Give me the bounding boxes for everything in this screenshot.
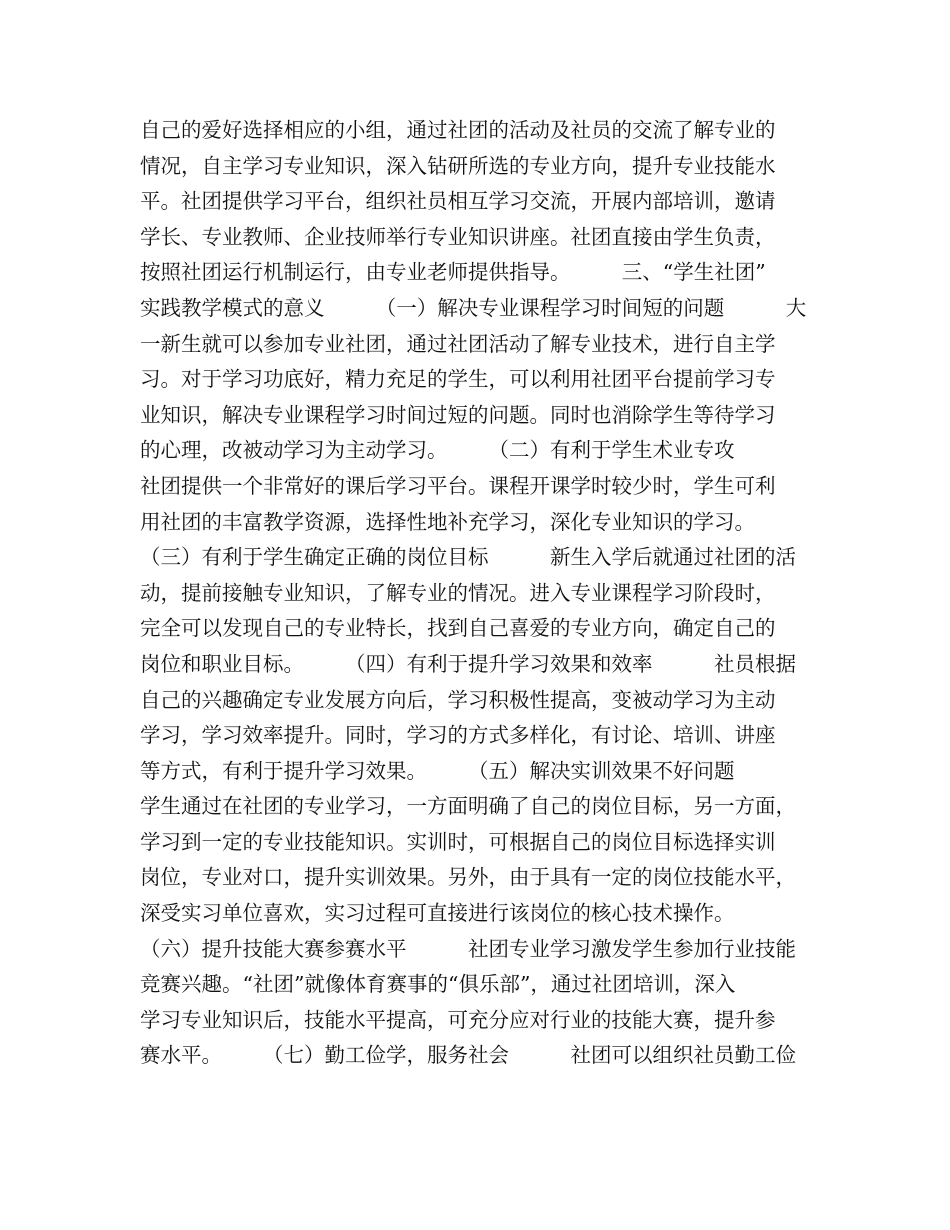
text-line: 按照社团运行机制运行，由专业老师提供指导。 三、“学生社团” <box>140 260 766 285</box>
text-line: 学习到一定的专业技能知识。实训时，可根据自己的岗位目标选择实训 <box>140 829 776 854</box>
text-line: 等方式，有利于提升学习效果。 （五）解决实训效果不好问题 <box>140 758 735 783</box>
text-line: 深受实习单位喜欢，实习过程可直接进行该岗位的核心技术操作。 <box>140 901 735 926</box>
text-line: 业知识，解决专业课程学习时间过短的问题。同时也消除学生等待学习 <box>140 402 776 427</box>
text-line: 竞赛兴趣。“社团”就像体育赛事的“俱乐部”，通过社团培训，深入 <box>140 972 736 997</box>
text-line: 自己的爱好选择相应的小组，通过社团的活动及社员的交流了解专业的 <box>140 118 776 142</box>
text-line: 岗位，专业对口，提升实训效果。另外，由于具有一定的岗位技能水平， <box>140 865 796 890</box>
text-line: 完全可以发现自己的专业特长，找到自己喜爱的专业方向，确定自己的 <box>140 616 776 641</box>
text-line: 学长、专业教师、企业技师举行专业知识讲座。社团直接由学生负责， <box>140 224 776 249</box>
text-line: （六）提升技能大赛参赛水平 社团专业学习激发学生参加行业技能 <box>140 936 796 961</box>
text-line: 用社团的丰富教学资源，选择性地补充学习，深化专业知识的学习。 <box>140 509 755 534</box>
text-line: 学生通过在社团的专业学习，一方面明确了自己的岗位目标，另一方面， <box>140 794 796 819</box>
text-line: 自己的兴趣确定专业发展方向后，学习积极性提高，变被动学习为主动 <box>140 687 776 712</box>
text-line: 赛水平。 （七）勤工俭学，服务社会 社团可以组织社员勤工俭 <box>140 1043 796 1068</box>
body-text <box>140 113 830 1074</box>
text-line: 的心理，改被动学习为主动学习。 （二）有利于学生术业专攻 <box>140 438 735 463</box>
text-line: 实践教学模式的意义 （一）解决专业课程学习时间短的问题 大 <box>140 295 807 320</box>
text-line: 一新生就可以参加专业社团，通过社团活动了解专业技术，进行自主学 <box>140 331 776 356</box>
text-line: （三）有利于学生确定正确的岗位目标 新生入学后就通过社团的活 <box>140 545 796 570</box>
text-line: 学习，学习效率提升。同时，学习的方式多样化，有讨论、培训、讲座 <box>140 723 776 748</box>
text-line: 平。社团提供学习平台，组织社员相互学习交流，开展内部培训，邀请 <box>140 189 776 214</box>
text-line: 情况，自主学习专业知识，深入钻研所选的专业方向，提升专业技能水 <box>140 153 776 178</box>
text-line: 社团提供一个非常好的课后学习平台。课程开课学时较少时，学生可利 <box>140 473 776 498</box>
text-line: 岗位和职业目标。 （四）有利于提升学习效果和效率 社员根据 <box>140 651 796 676</box>
text-line: 动，提前接触专业知识，了解专业的情况。进入专业课程学习阶段时， <box>140 580 776 605</box>
text-line: 习。对于学习功底好，精力充足的学生，可以利用社团平台提前学习专 <box>140 367 776 392</box>
text-line: 学习专业知识后，技能水平提高，可充分应对行业的技能大赛，提升参 <box>140 1007 776 1032</box>
